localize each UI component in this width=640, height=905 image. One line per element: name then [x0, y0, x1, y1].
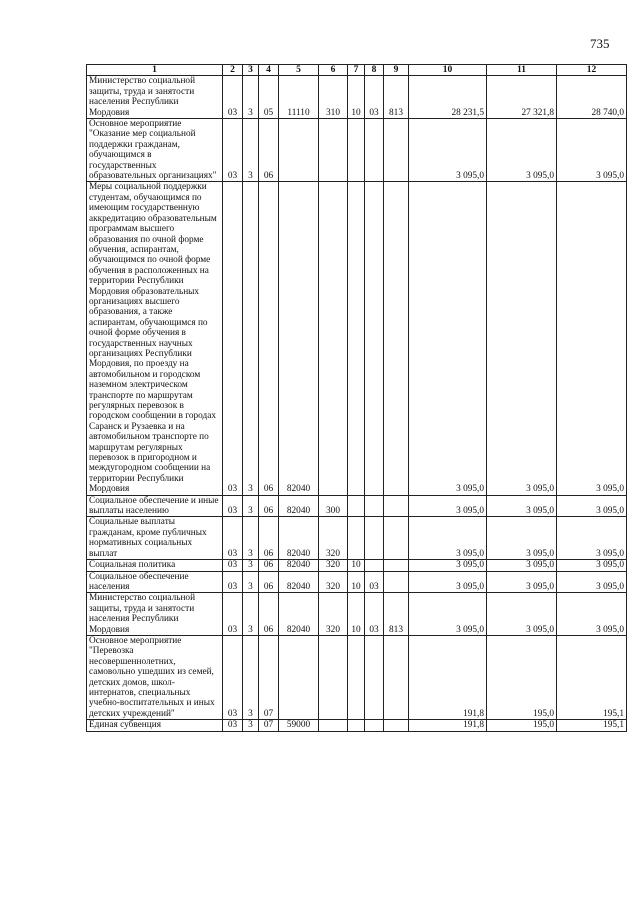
code-cell: 82040: [279, 517, 319, 560]
amount-cell: 3 095,0: [557, 571, 627, 593]
code-cell: [365, 560, 384, 571]
code-cell: 03: [223, 593, 243, 636]
code-cell: 10: [348, 76, 365, 119]
code-cell: 3: [243, 593, 259, 636]
code-cell: [319, 119, 348, 182]
code-cell: 3: [243, 720, 259, 731]
row-name-cell: Основное мероприятие "Оказание мер социальной поддержки гражданам, обучающимся в государственных образовательных организациях": [87, 119, 223, 182]
amount-cell: 3 095,0: [409, 593, 487, 636]
code-cell: 07: [259, 635, 279, 719]
column-header: 9: [384, 65, 409, 76]
table-row: [87, 517, 627, 560]
code-cell: 03: [223, 182, 243, 495]
code-cell: 10: [348, 560, 365, 571]
row-name-cell: Меры социальной поддержки студентам, обучающимся по имеющим государственную аккредитацию образовательным программам высшего образования по очной форме обучения, аспирантам, обучающимся по очной форме обучения в расположенных на территории Республики Мордовия образовательных организациях высшего образования, а также аспирантам, обучающимся по очной форме обучения в государственных научных организациях Республики Мордовия, по проезду на автомобильном и городском наземном электрическом транспорте по маршрутам регулярных перевозок в городском сообщении в городах Саранск и Рузаевка и на автомобильном транспорте по маршрутам регулярных перевозок в пригородном и междугородном сообщении на территории Республики Мордовия: [87, 182, 223, 495]
code-cell: 82040: [279, 560, 319, 571]
code-cell: 3: [243, 119, 259, 182]
code-cell: 813: [384, 76, 409, 119]
page-number: 735: [590, 36, 610, 51]
table-row: [87, 76, 627, 119]
column-header: 11: [487, 65, 557, 76]
amount-cell: 3 095,0: [487, 182, 557, 495]
code-cell: 06: [259, 560, 279, 571]
table-header-row: [87, 65, 627, 76]
code-cell: 10: [348, 593, 365, 636]
code-cell: 82040: [279, 571, 319, 593]
code-cell: 3: [243, 635, 259, 719]
code-cell: [384, 495, 409, 517]
column-header: 6: [319, 65, 348, 76]
amount-cell: 195,1: [557, 635, 627, 719]
code-cell: [384, 182, 409, 495]
amount-cell: 3 095,0: [487, 517, 557, 560]
code-cell: 320: [319, 560, 348, 571]
code-cell: [384, 119, 409, 182]
table-row: [87, 182, 627, 495]
code-cell: 03: [223, 76, 243, 119]
amount-cell: 3 095,0: [557, 182, 627, 495]
code-cell: 03: [365, 593, 384, 636]
column-header: 5: [279, 65, 319, 76]
table-row: [87, 635, 627, 719]
code-cell: 300: [319, 495, 348, 517]
row-name-cell: Социальные выплаты гражданам, кроме публичных нормативных социальных выплат: [87, 517, 223, 560]
column-header: 4: [259, 65, 279, 76]
column-header: 10: [409, 65, 487, 76]
code-cell: 3: [243, 517, 259, 560]
row-name-cell: Министерство социальной защиты, труда и занятости населения Республики Мордовия: [87, 593, 223, 636]
amount-cell: 3 095,0: [409, 571, 487, 593]
table-row: [87, 560, 627, 571]
table-row: [87, 593, 627, 636]
code-cell: [348, 119, 365, 182]
code-cell: 813: [384, 593, 409, 636]
code-cell: [384, 517, 409, 560]
code-cell: [365, 517, 384, 560]
column-header: 7: [348, 65, 365, 76]
amount-cell: 3 095,0: [557, 593, 627, 636]
amount-cell: 3 095,0: [487, 560, 557, 571]
code-cell: 3: [243, 571, 259, 593]
code-cell: 11110: [279, 76, 319, 119]
amount-cell: 3 095,0: [409, 119, 487, 182]
code-cell: 82040: [279, 182, 319, 495]
code-cell: 03: [223, 495, 243, 517]
code-cell: [365, 182, 384, 495]
code-cell: 03: [365, 76, 384, 119]
code-cell: 06: [259, 119, 279, 182]
code-cell: 03: [223, 720, 243, 731]
row-name-cell: Министерство социальной защиты, труда и занятости населения Республики Мордовия: [87, 76, 223, 119]
row-name-cell: Социальное обеспечение населения: [87, 571, 223, 593]
code-cell: 3: [243, 182, 259, 495]
code-cell: 3: [243, 76, 259, 119]
code-cell: 06: [259, 182, 279, 495]
amount-cell: 3 095,0: [409, 495, 487, 517]
table-row: [87, 720, 627, 731]
code-cell: 05: [259, 76, 279, 119]
amount-cell: 3 095,0: [409, 182, 487, 495]
amount-cell: 191,8: [409, 635, 487, 719]
code-cell: [348, 635, 365, 719]
code-cell: 10: [348, 571, 365, 593]
column-header: 8: [365, 65, 384, 76]
amount-cell: 27 321,8: [487, 76, 557, 119]
code-cell: 03: [223, 571, 243, 593]
code-cell: 07: [259, 720, 279, 731]
code-cell: [365, 119, 384, 182]
row-name-cell: Единая субвенция: [87, 720, 223, 731]
code-cell: 82040: [279, 593, 319, 636]
code-cell: 03: [223, 635, 243, 719]
code-cell: [279, 119, 319, 182]
column-header: 12: [557, 65, 627, 76]
table-row: [87, 571, 627, 593]
code-cell: 03: [365, 571, 384, 593]
code-cell: 82040: [279, 495, 319, 517]
code-cell: [348, 517, 365, 560]
amount-cell: 3 095,0: [557, 517, 627, 560]
amount-cell: 3 095,0: [487, 495, 557, 517]
amount-cell: 3 095,0: [487, 119, 557, 182]
code-cell: 03: [223, 517, 243, 560]
code-cell: 320: [319, 593, 348, 636]
code-cell: [365, 635, 384, 719]
row-name-cell: Социальное обеспечение и иные выплаты населению: [87, 495, 223, 517]
code-cell: [348, 495, 365, 517]
amount-cell: 3 095,0: [557, 560, 627, 571]
code-cell: 06: [259, 593, 279, 636]
code-cell: [319, 720, 348, 731]
code-cell: [348, 182, 365, 495]
column-header: 2: [223, 65, 243, 76]
column-header: 3: [243, 65, 259, 76]
code-cell: 3: [243, 560, 259, 571]
code-cell: [384, 571, 409, 593]
code-cell: 320: [319, 517, 348, 560]
amount-cell: 28 740,0: [557, 76, 627, 119]
table-row: [87, 119, 627, 182]
code-cell: [319, 182, 348, 495]
amount-cell: 3 095,0: [557, 119, 627, 182]
budget-table: [86, 64, 627, 732]
code-cell: 06: [259, 571, 279, 593]
code-cell: [279, 635, 319, 719]
code-cell: 06: [259, 495, 279, 517]
table-row: [87, 495, 627, 517]
amount-cell: 3 095,0: [409, 517, 487, 560]
code-cell: [384, 635, 409, 719]
code-cell: 03: [223, 560, 243, 571]
amount-cell: 195,0: [487, 635, 557, 719]
amount-cell: 195,0: [487, 720, 557, 731]
amount-cell: 3 095,0: [487, 593, 557, 636]
code-cell: 06: [259, 517, 279, 560]
amount-cell: 191,8: [409, 720, 487, 731]
code-cell: [348, 720, 365, 731]
code-cell: [319, 635, 348, 719]
code-cell: 320: [319, 571, 348, 593]
row-name-cell: Основное мероприятие "Перевозка несовершеннолетних, самовольно ушедших из семей, детских домов, школ-интернатов, специальных учебно-воспитательных и иных детских учреждений": [87, 635, 223, 719]
code-cell: 59000: [279, 720, 319, 731]
code-cell: 3: [243, 495, 259, 517]
amount-cell: 28 231,5: [409, 76, 487, 119]
code-cell: [384, 720, 409, 731]
code-cell: [365, 720, 384, 731]
amount-cell: 3 095,0: [557, 495, 627, 517]
column-header: 1: [87, 65, 223, 76]
amount-cell: 195,1: [557, 720, 627, 731]
row-name-cell: Социальная политика: [87, 560, 223, 571]
amount-cell: 3 095,0: [409, 560, 487, 571]
code-cell: [365, 495, 384, 517]
code-cell: [384, 560, 409, 571]
code-cell: 310: [319, 76, 348, 119]
amount-cell: 3 095,0: [487, 571, 557, 593]
code-cell: 03: [223, 119, 243, 182]
